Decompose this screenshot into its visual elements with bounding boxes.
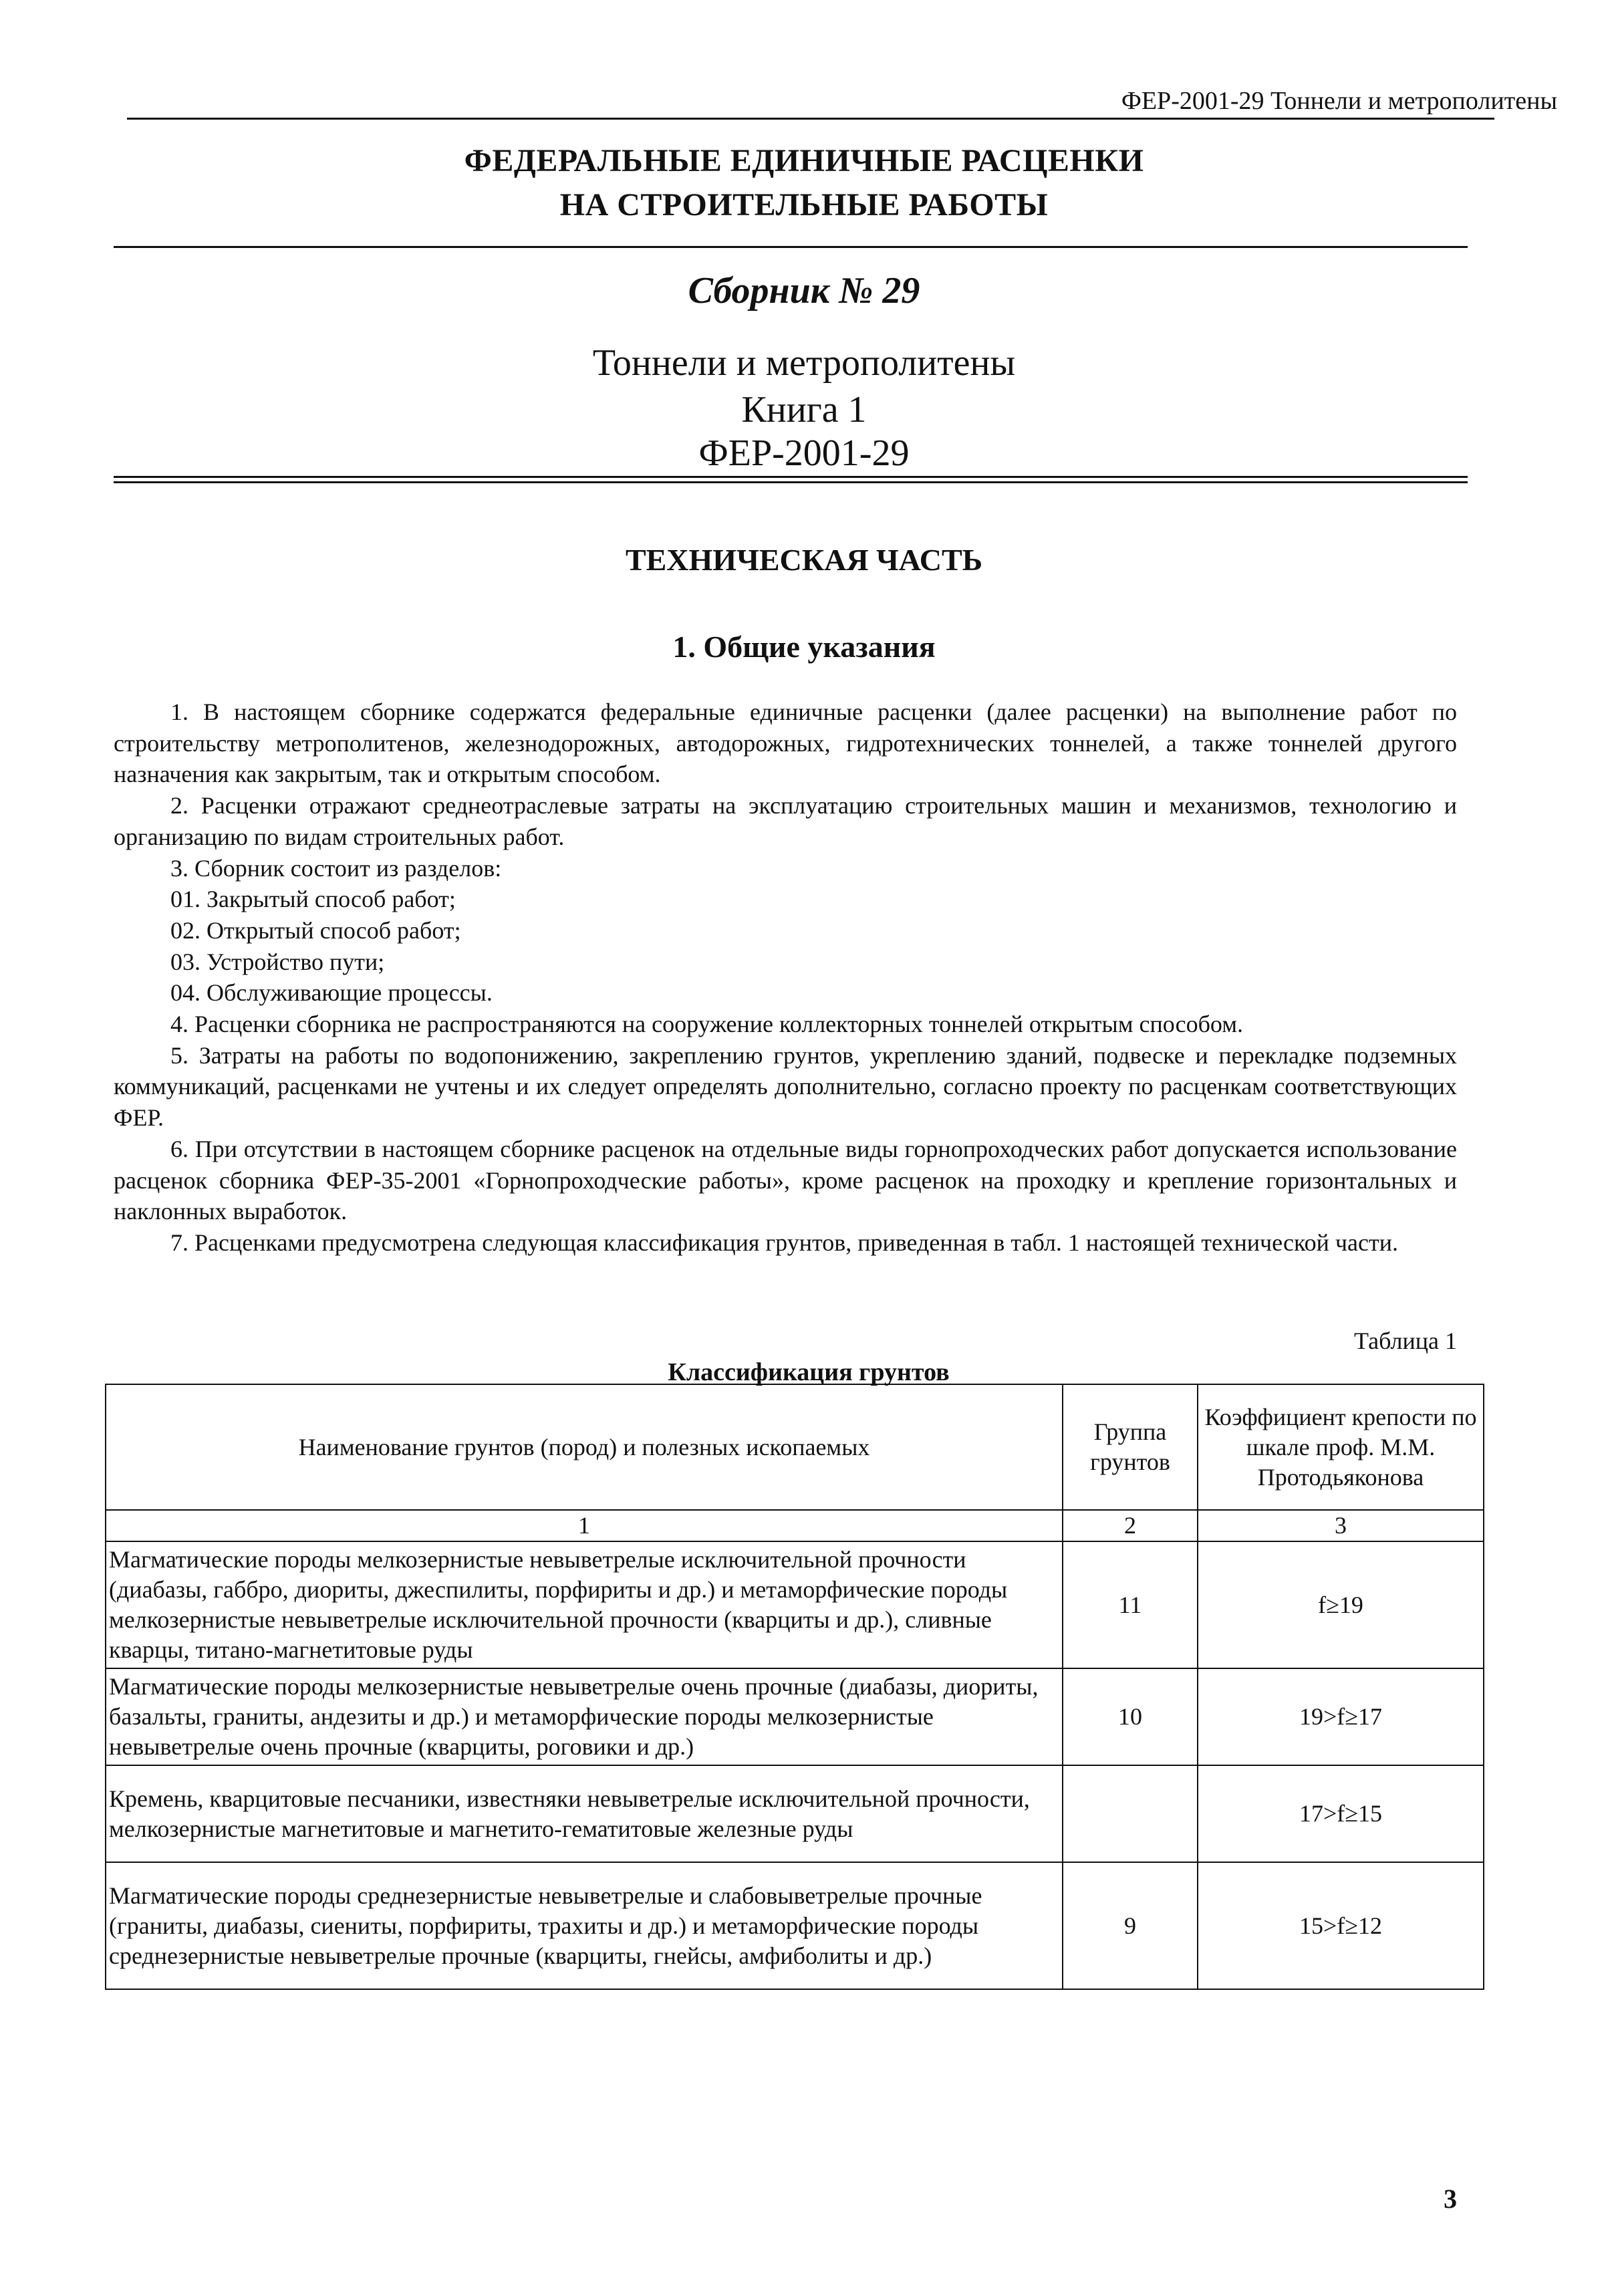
table-number: Таблица 1 [1354,1327,1457,1354]
section-title: 1. Общие указания [672,630,936,664]
collection-rule-bottom [114,481,1468,483]
collection-code: ФЕР-2001-29 [698,432,910,474]
collection-book: Книга 1 [741,389,867,430]
soil-name-cell: Магматические породы среднезернистые невыветрелые и слабовыветрелые прочные (граниты, диабазы, сиениты, порфириты, трахиты и др.) и метаморфические породы среднезернистые невыветрелые прочные (кварциты, гнейсы, амфиболиты и др.) [106,1862,1063,1989]
column-header-name: Наименование грунтов (пород) и полезных ископаемых [106,1384,1063,1510]
paragraph: 2. Расценки отражают среднеотраслевые затраты на эксплуатацию строительных машин и механизмов, технологию и организацию по видам строительных работ. [114,792,1457,850]
section-list-item: 01. Закрытый способ работ; [170,886,456,913]
paragraph: 6. При отсутствии в настоящем сборнике расценок на отдельные виды горнопроходческих работ допускается использование расценок сборника ФЕР-35-2001 «Горнопроходческие работы», кроме расценок на проходку и крепление горизонтальных и наклонных выработок. [114,1135,1457,1225]
paragraph: 5. Затраты на работы по водопонижению, закреплению грунтов, укреплению зданий, подвеске и перекладке подземных коммуникаций, расценками не учтены и их следует определять дополнительно, согласно проекту по расценкам соответствующих ФЕР. [114,1041,1457,1132]
paragraph: 7. Расценками предусмотрена следующая классификация грунтов, приведенная в табл. 1 настоящей технической части. [170,1229,1398,1256]
section-list-item: 02. Открытый способ работ; [170,916,461,944]
paragraph: 1. В настоящем сборнике содержатся федеральные единичные расценки (далее расценки) на выполнение работ по строительству метрополитенов, железнодорожных, автодорожных, гидротехнических тоннелей, а также тоннелей другого назначения как закрытым, так и открытым способом. [114,698,1457,788]
page-number: 3 [1444,2184,1457,2214]
column-number: 3 [1198,1510,1484,1541]
running-header: ФЕР-2001-29 Тоннели и метрополитены [1121,87,1557,115]
strength-coefficient-cell: f≥19 [1198,1541,1484,1668]
table-row [106,1765,1484,1862]
part-title: ТЕХНИЧЕСКАЯ ЧАСТЬ [625,543,983,577]
column-header-coefficient: Коэффициент крепости по шкале проф. М.М. Протодьяконова [1198,1384,1484,1510]
strength-coefficient-cell: 15>f≥12 [1198,1862,1484,1989]
table-header-row [106,1384,1484,1510]
column-number: 2 [1063,1510,1198,1541]
soil-group-cell: 9 [1063,1862,1198,1989]
document-title [114,139,1494,227]
collection-rule-top [114,476,1468,478]
table-caption: Классификация грунтов [668,1358,950,1386]
document-title-line-2: НА СТРОИТЕЛЬНЫЕ РАБОТЫ [559,187,1049,223]
table-row [106,1668,1484,1765]
collection-name: Тоннели и метрополитены [592,342,1016,384]
section-list-item: 03. Устройство пути; [170,948,385,975]
soil-classification-table [105,1384,1484,1990]
soil-group-cell [1063,1765,1198,1862]
collection-number: Сборник № 29 [688,270,920,311]
document-title-line-1: ФЕДЕРАЛЬНЫЕ ЕДИНИЧНЫЕ РАСЦЕНКИ [464,143,1144,178]
soil-group-cell: 10 [1063,1668,1198,1765]
table-row [106,1862,1484,1989]
section-list-item: 04. Обслуживающие процессы. [170,979,493,1007]
general-provisions-text [114,696,1457,1259]
table-row [106,1541,1484,1668]
soil-name-cell: Магматические породы мелкозернистые невыветрелые исключительной прочности (диабазы, габбро, диориты, джеспилиты, порфириты и др.) и метаморфические породы мелкозернистые невыветрелые исключительной прочности (кварциты и др.), сливные кварцы, титано-магнетитовые руды [106,1541,1063,1668]
strength-coefficient-cell: 19>f≥17 [1198,1668,1484,1765]
paragraph: 4. Расценки сборника не распространяются на сооружение коллекторных тоннелей открытым способом. [170,1011,1244,1038]
soil-group-cell: 11 [1063,1541,1198,1668]
column-number: 1 [106,1510,1063,1541]
header-rule [127,118,1494,120]
title-rule [114,246,1468,248]
column-header-group: Группа грунтов [1063,1384,1198,1510]
soil-name-cell: Кремень, кварцитовые песчаники, известняки невыветрелые исключительной прочности, мелкозернистые магнетитовые и магнетито-гематитовые железные руды [106,1765,1063,1862]
soil-name-cell: Магматические породы мелкозернистые невыветрелые очень прочные (диабазы, диориты, базальты, граниты, андезиты и др.) и метаморфические породы мелкозернистые невыветрелые очень прочные (кварциты, роговики и др.) [106,1668,1063,1765]
strength-coefficient-cell: 17>f≥15 [1198,1765,1484,1862]
paragraph: 3. Сборник состоит из разделов: [170,854,502,882]
column-number-row [106,1510,1484,1541]
